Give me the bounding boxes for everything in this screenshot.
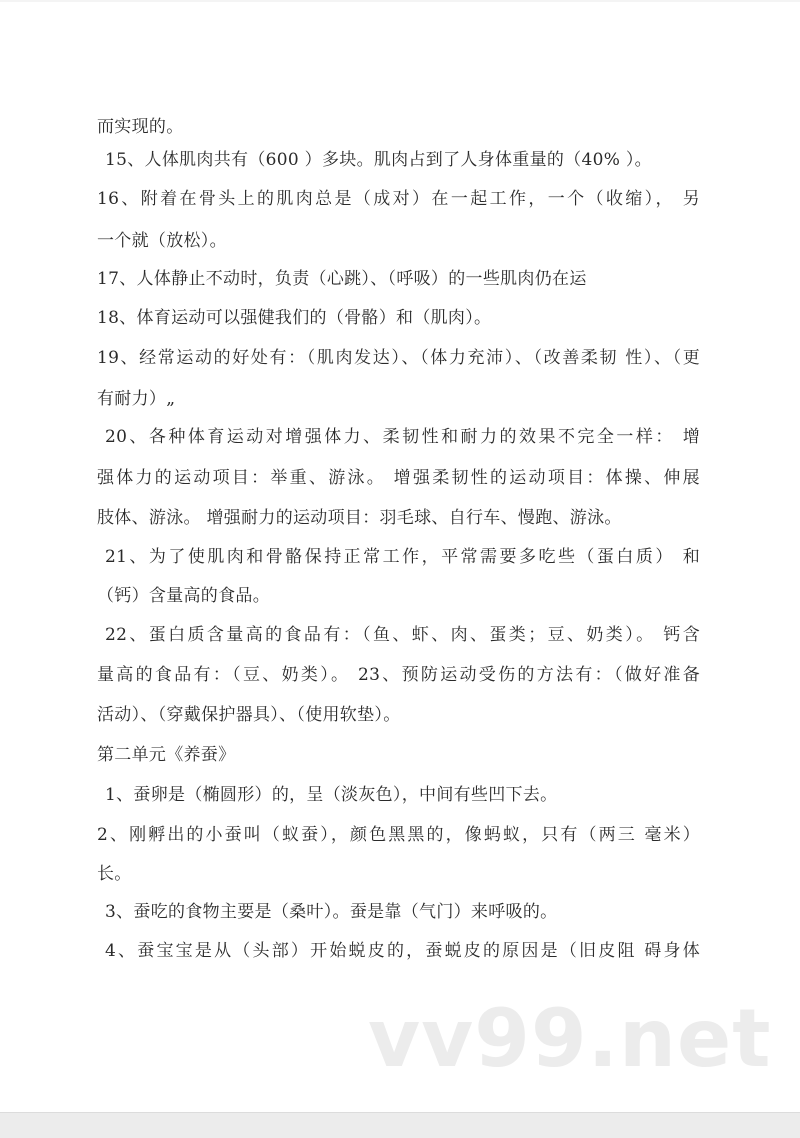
text-line: 1、蚕卵是（椭圆形）的，呈（淡灰色），中间有些凹下去。 [105, 785, 558, 805]
text-line: 4、蚕宝宝是从（头部）开始蜕皮的，蚕蜕皮的原因是（旧皮阻 碍身体 [105, 941, 700, 961]
text-line: 3、蚕吃的食物主要是（桑叶）。蚕是靠（气门）来呼吸的。 [105, 902, 558, 922]
text-line: 19、经常运动的好处有：（肌肉发达）、（体力充沛）、（改善柔韧 性）、（更 [97, 348, 700, 368]
text-line: （钙）含量高的食品。 [97, 586, 270, 606]
section-heading: 第二单元《养蚕》 [97, 745, 236, 765]
text-line: 长。 [97, 864, 132, 884]
text-line: 17、人体静止不动时，负责（心跳）、（呼吸）的一些肌肉仍在运 [97, 269, 587, 289]
text-line: 18、体育运动可以强健我们的（骨骼）和（肌肉）。 [97, 308, 492, 328]
text-line: 活动）、（穿戴保护器具）、（使用软垫）。 [97, 705, 401, 725]
text-line: 21、为了使肌肉和骨骼保持正常工作，平常需要多吃些（蛋白质） 和 [105, 547, 700, 567]
text-line: 强体力的运动项目：举重、游泳。 增强柔韧性的运动项目：体操、伸展 [97, 468, 700, 488]
text-line: 一个就（放松）。 [97, 231, 227, 251]
bottom-scroll-area [0, 1112, 800, 1138]
text-line: 20、各种体育运动对增强体力、柔韧性和耐力的效果不完全一样： 增 [105, 427, 700, 447]
text-line: 有耐力）„ [97, 389, 176, 409]
text-line: 肢体、游泳。 增强耐力的运动项目：羽毛球、自行车、慢跑、游泳。 [97, 508, 622, 528]
watermark: vv99.net [368, 992, 772, 1085]
text-line: 16、附着在骨头上的肌肉总是（成对）在一起工作，一个（收缩）， 另 [97, 189, 700, 209]
text-line: 量高的食品有：（豆、奶类）。 23、预防运动受伤的方法有：（做好准备 [97, 665, 700, 685]
top-border [0, 0, 800, 2]
text-line: 15、人体肌肉共有（600 ）多块。肌肉占到了人身体重量的（40% ）。 [105, 150, 652, 170]
text-line: 而实现的。 [97, 117, 184, 137]
text-line: 2、刚孵出的小蚕叫（蚁蚕），颜色黑黑的，像蚂蚁，只有（两三 毫米） [97, 825, 700, 845]
text-line: 22、蛋白质含量高的食品有：（鱼、虾、肉、蛋类；豆、奶类）。 钙含 [105, 625, 700, 645]
